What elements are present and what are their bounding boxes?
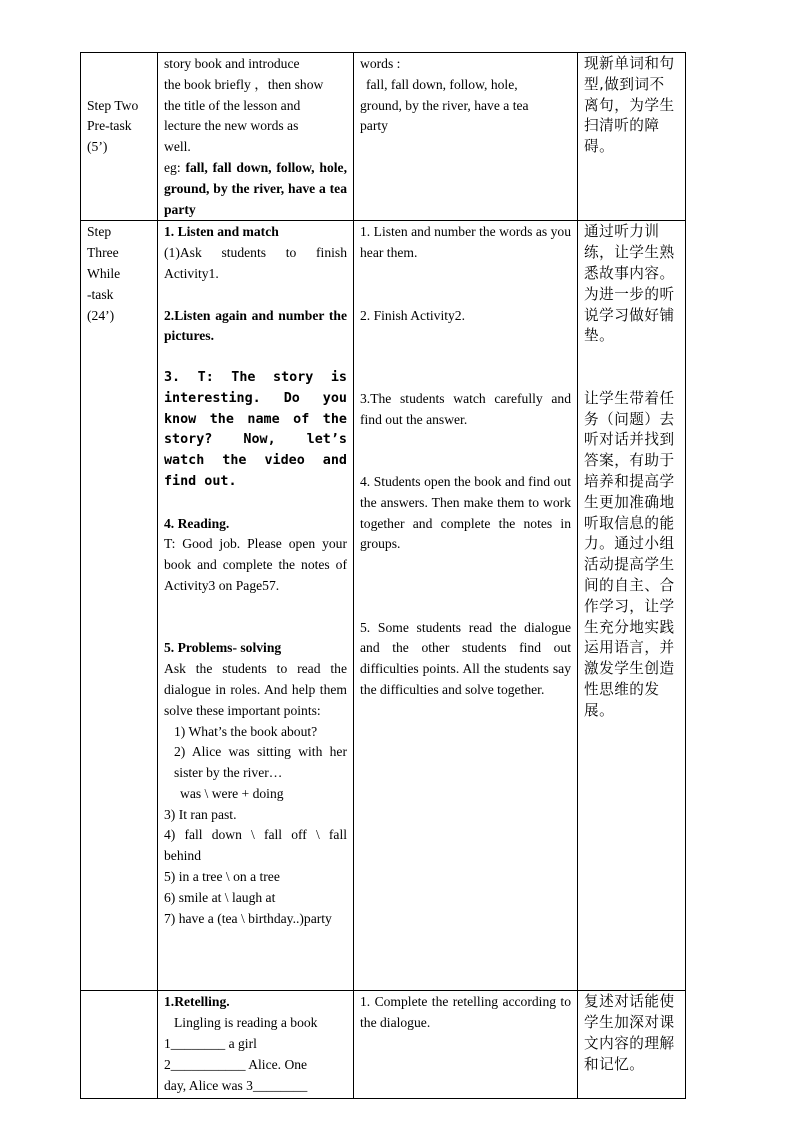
- section-title: 1.Retelling.: [164, 994, 230, 1010]
- section-title: 4. Reading.: [164, 515, 230, 531]
- point-item: 4) fall down \ fall off \ fall behind: [164, 827, 347, 864]
- text-line: 1________ a girl: [164, 1035, 257, 1051]
- purpose-text: 让学生带着任务（问题）去听对话并找到答案，有助于培养和提高学生更加准确地听取信息的能力。通过小组活动提高学生间的自主、合作学习，让学生充分地实践运用语言，并激发学生创造性思维的发展。: [584, 389, 675, 719]
- teacher-activity-cell: [158, 991, 354, 1099]
- purpose-cell: [578, 53, 686, 221]
- purpose-cell: [578, 991, 686, 1099]
- point-item: 2) Alice was sitting with her sister by the river…: [174, 744, 347, 781]
- text-line: the book briefly ，then show: [164, 76, 324, 92]
- point-item: 5) in a tree \ on a tree: [164, 869, 280, 885]
- lesson-plan-table: [80, 52, 686, 1099]
- student-activity: 1. Listen and number the words as you hear them.: [360, 224, 571, 261]
- text-line: lecture the new words as: [164, 118, 299, 134]
- table-row-retelling: [81, 991, 686, 1099]
- point-item: 1) What’s the book about?: [174, 723, 318, 739]
- text-line: ground, by the river, have a tea: [360, 97, 529, 113]
- teacher-activity-cell: [158, 53, 354, 221]
- step-label: Pre-task: [87, 118, 132, 134]
- section-title: 2.Listen again and number the pictures.: [164, 307, 347, 344]
- text-line: day, Alice was 3________: [164, 1077, 308, 1093]
- text-line: fall, fall down, follow, hole,: [366, 76, 518, 92]
- step-cell: [81, 991, 158, 1099]
- step-label: Three: [87, 245, 119, 261]
- section-text: T: Good job. Please open your book and complete the notes of Activity3 on Page57.: [164, 536, 347, 593]
- step-label: (5’): [87, 139, 108, 155]
- step-label: -task: [87, 286, 114, 302]
- purpose-text: 通过听力训练，让学生熟悉故事内容。为进一步的听说学习做好铺垫。: [584, 223, 675, 345]
- text-line: words :: [360, 56, 401, 71]
- student-activity-cell: [354, 221, 578, 991]
- point-item: 3) It ran past.: [164, 806, 237, 822]
- step-cell: [81, 53, 158, 221]
- section-title: 5. Problems- solving: [164, 640, 282, 656]
- text-line: party: [360, 118, 388, 134]
- text-line: 2___________ Alice. One: [164, 1056, 308, 1072]
- point-item: 7) have a (tea \ birthday..)party: [164, 910, 332, 926]
- purpose-cell: [578, 221, 686, 991]
- purpose-text: 复述对话能使学生加深对课文内容的理解和记忆。: [584, 993, 675, 1073]
- student-activity: 1. Complete the retelling according to the dialogue.: [360, 994, 571, 1031]
- section-text: Ask the students to read the dialogue in roles. And help them solve these important points:: [164, 661, 347, 718]
- student-activity: 5. Some students read the dialogue and the other students find out difficulties points. All the students say the difficulties and solve together.: [360, 619, 571, 697]
- text-line: well.: [164, 139, 191, 155]
- point-item: was \ were + doing: [180, 785, 284, 801]
- section-text: 3. T: The story is interesting. Do you know the name of the story? Now, let’s watch the video and find out.: [164, 369, 347, 489]
- text-line: Lingling is reading a book: [174, 1015, 318, 1031]
- student-activity: 4. Students open the book and find out the answers. Then make them to work together and complete the notes in groups.: [360, 473, 571, 552]
- point-item: 6) smile at \ laugh at: [164, 889, 276, 905]
- step-label: While: [87, 265, 121, 281]
- table-row-step-three: [81, 221, 686, 991]
- student-activity: 2. Finish Activity2.: [360, 307, 465, 323]
- section-title: 1. Listen and match: [164, 224, 279, 240]
- step-label: (24’): [87, 307, 115, 323]
- section-text: (1)Ask students to finish Activity1.: [164, 245, 347, 281]
- example-words: eg: fall, fall down, follow, hole, ground, by the river, have a tea party: [164, 159, 347, 217]
- purpose-text: 现新单词和句型,做到词不离句，为学生扫清听的障碍。: [584, 55, 675, 156]
- student-activity-cell: [354, 991, 578, 1099]
- step-cell: [81, 221, 158, 991]
- student-activity-cell: [354, 53, 578, 221]
- student-activity: 3.The students watch carefully and find out the answer.: [360, 390, 571, 427]
- step-label: Step: [87, 224, 112, 240]
- teacher-activity-cell: [158, 221, 354, 991]
- step-label: Step Two: [87, 97, 139, 113]
- text-line: story book and introduce: [164, 56, 300, 71]
- text-line: the title of the lesson and: [164, 97, 301, 113]
- table-row-step-two: [81, 53, 686, 221]
